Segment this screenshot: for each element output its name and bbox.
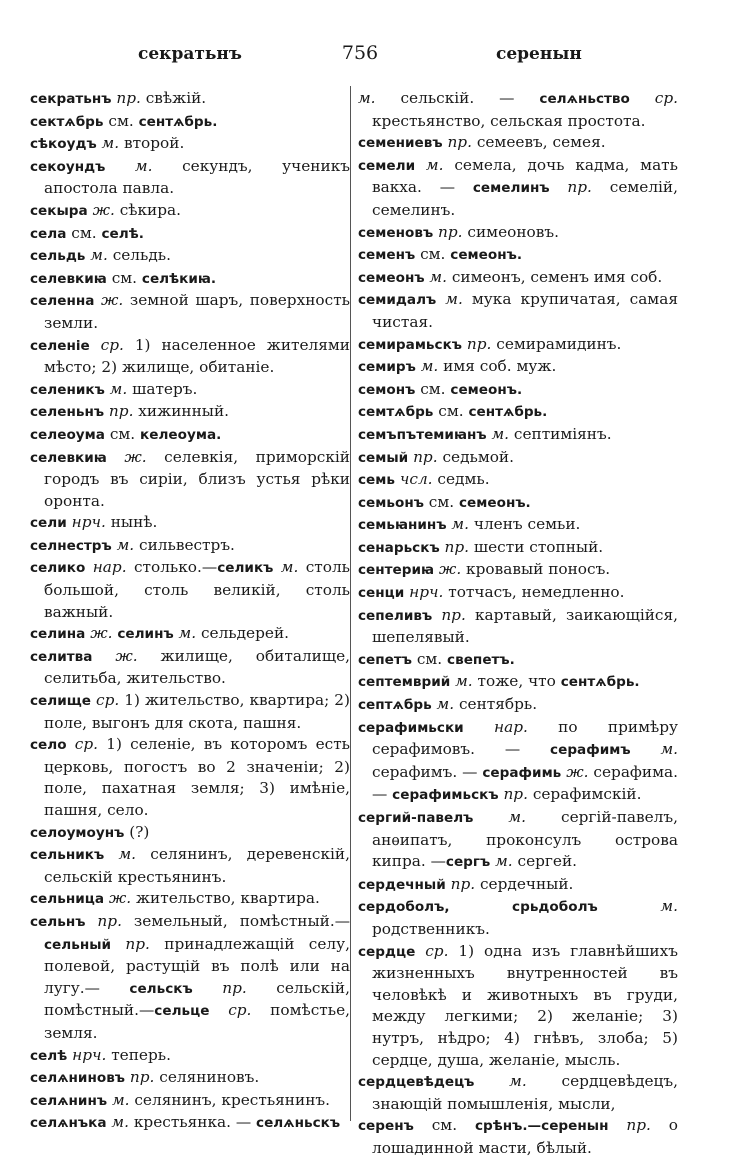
entry-headword: сельнъ [30,913,86,930]
entry-definition: сердечный. [475,874,574,893]
entry-definition: помѣстье, земля. [44,1001,350,1042]
entry-headword: сентѧбрь. [468,404,548,421]
grammar-label: м. [630,740,678,759]
grammar-label: м. [415,357,439,376]
grammar-label: ж. [92,646,138,665]
entry-definition: тоже, что [472,672,561,691]
page-header [30,44,720,74]
entry-headword: селѧнинъ [30,1092,108,1109]
grammar-label: ж. [85,624,118,643]
grammar-label: м. [104,379,128,398]
dictionary-entry [358,155,678,222]
grammar-label: ж. [561,762,589,781]
grammar-label: м. [486,424,510,443]
entry-definition: симеонъ, семенъ имя соб. [446,267,663,286]
dictionary-entry [30,245,350,268]
grammar-label: пр. [442,133,472,152]
entry-headword: селинъ [117,626,174,643]
dictionary-entry [30,512,350,535]
dictionary-entry [30,111,350,134]
entry-definition: см. [104,424,141,443]
left-column [30,88,350,1135]
dictionary-entry [358,941,678,1072]
dictionary-entry [358,401,678,424]
entry-headword: серафимьски [358,719,464,736]
entry-definition: селянинъ, деревенскій, сельскій крестьянинъ. [44,845,350,886]
grammar-label: нар. [463,717,528,736]
entry-headword: серенын [541,1118,609,1135]
dictionary-entry [358,582,678,605]
entry-definition: семеевъ, семея. [471,133,606,152]
entry-definition: серафимскій. [527,785,642,804]
grammar-label: ср. [629,89,678,107]
grammar-label: м. [490,852,513,871]
entry-definition: картавый, заикающійся, шепелявый. [372,605,678,647]
entry-headword: сентѧбрь. [138,113,218,130]
dictionary-entry [30,822,350,845]
dictionary-entry [30,734,350,821]
dictionary-entry [358,649,678,672]
entry-definition: шести стопный. [469,537,604,556]
grammar-label: пр. [408,447,438,466]
grammar-label: м. [597,897,678,916]
grammar-label: пр. [608,1116,651,1135]
grammar-label: м. [474,1072,527,1091]
entry-definition: седмь. [432,470,490,489]
dictionary-entry [358,469,678,492]
entry-definition: 1) жительство, квартира; 2) поле, выгонъ для скота, пашня. [44,691,351,732]
dictionary-entry [30,424,350,447]
entry-headword: село [30,737,67,754]
entry-definition: сельскій, помѣстный.— [44,978,350,1020]
grammar-label: ж. [434,560,462,579]
dictionary-entry [30,1090,350,1113]
entry-headword: сельдь [30,248,86,265]
entry-definition: имя соб. муж. [438,357,557,376]
entry-headword: серафимь [482,764,562,781]
entry-headword: семь [358,472,395,489]
entry-headword: сепетъ [358,651,412,668]
entry-headword: сельный [44,936,112,953]
grammar-label: м. [446,515,469,534]
dictionary-entry [358,559,678,582]
entry-definition: сельскій. — [375,89,540,107]
dictionary-entry [30,133,350,156]
dictionary-entry [358,514,678,537]
right-column [358,88,678,1160]
dictionary-entry [30,1067,350,1090]
entry-headword: селѣ [30,1047,68,1064]
grammar-label: ср. [89,335,124,354]
entry-headword: сенарьскъ [358,539,440,556]
entry-headword: сельце [154,1003,210,1020]
entry-definition: сентябрь. [454,695,538,714]
grammar-label: пр. [85,911,122,930]
grammar-label: м. [85,246,108,265]
entry-definition: секундъ, ученикъ апостола павла. [44,156,350,198]
entry-definition: второй. [119,134,185,153]
entry-headword: сели [30,515,67,532]
entry-definition: сергій-павелъ, анѳипатъ, проконсулъ острова кипра. — [372,808,678,871]
grammar-label: пр. [111,89,141,107]
entry-headword: селеоума [30,426,105,443]
dictionary-entry [30,911,350,1045]
entry-definition: принадлежащій селу, полевой, растущій въ полѣ или на лугу.— [44,934,350,997]
entry-definition: мука крупичатая, самая чистая. [372,290,678,331]
dictionary-entry [30,268,350,291]
entry-headword: сельскъ [129,980,193,997]
entry-definition: земельный, помѣстный.— [121,911,351,930]
dictionary-entry [358,1071,678,1115]
entry-definition: сельдерей. [196,624,290,643]
entry-headword: сердечный [358,876,446,893]
entry-headword: селище [30,693,92,710]
grammar-label: м. [424,267,447,286]
entry-headword: семонъ [358,381,416,398]
grammar-label: нрч. [66,513,106,532]
entry-headword: сентериꙗ [358,562,435,579]
grammar-label: пр. [498,785,528,804]
entry-definition: селяниновъ. [154,1068,260,1087]
entry-headword: семеновъ [358,224,434,241]
entry-headword: селевкиꙗ [30,449,107,466]
dictionary-entry [358,334,678,357]
entry-headword: селенна [30,293,95,310]
dictionary-entry [30,401,350,424]
entry-headword: селѧньскъ [256,1115,341,1132]
entry-definition: сильвестръ. [134,535,235,554]
grammar-label: м. [436,290,463,309]
dictionary-entry [358,807,678,874]
entry-definition: сергей. [512,852,578,871]
grammar-label: м. [96,134,120,153]
dictionary-entry [358,267,678,290]
dictionary-entry [358,222,678,245]
entry-headword: селѧньство [539,91,630,107]
dictionary-entry [358,605,678,649]
entry-headword: срѣнъ.— [474,1118,542,1135]
dictionary-entry [358,671,678,694]
grammar-label: м. [106,1113,129,1132]
dictionary-entry [358,874,678,897]
dictionary-entry [358,379,678,402]
grammar-label: нар. [85,558,127,577]
grammar-label: пр. [111,934,150,953]
entry-headword: селикъ [217,560,274,577]
entry-definition: см. [423,492,459,511]
grammar-label: м. [173,624,197,643]
dictionary-entry [30,557,350,623]
entry-headword: семеонъ. [459,494,531,511]
entry-definition: тотчасъ, немедленно. [443,583,625,602]
dictionary-entry [30,290,350,334]
page-number: 756 [341,42,379,64]
entry-headword: сердце [358,943,416,960]
grammar-label: м. [415,155,444,174]
dictionary-entry [30,379,350,402]
entry-definition: 1) населенное жителями мѣсто; 2) жилище, обитаніе. [44,335,350,377]
dictionary-entry [30,335,350,379]
entry-definition: см. [411,649,448,668]
grammar-label: ж. [106,447,147,466]
dictionary-entry [30,844,350,888]
entry-definition: земной шаръ, поверхность земли. [44,291,350,332]
entry-definition: хижинный. [133,402,230,421]
dictionary-entry [358,132,678,155]
grammar-label: пр. [549,178,592,197]
grammar-label: пр. [445,874,476,893]
entry-definition: серафимъ. — [372,762,483,781]
grammar-label: чсл. [395,470,433,489]
entry-definition: членъ семьи. [468,515,581,534]
entry-headword: сергий-павелъ [358,810,474,826]
entry-definition: см. [66,223,102,242]
entry-definition: столь большой, столь великій, столь важный. [44,558,350,621]
entry-headword: семели [358,157,416,174]
entry-headword: семирамьскъ [358,336,463,353]
entry-headword: селнестръ [30,537,112,554]
dictionary-entry [358,537,678,560]
grammar-label: м. [104,845,137,864]
entry-definition: семела, дочь кадма, мать вакха. — [372,155,678,197]
entry-definition: столько.— [126,558,218,577]
entry-definition: семелій, семелинъ. [372,178,678,219]
entry-definition: селевкія, приморскій городъ въ сиріи, близъ устья рѣки оронта. [44,447,350,510]
dictionary-entry [358,356,678,379]
entry-headword: семиръ [358,359,416,376]
entry-definition: жительство, квартира. [131,889,320,908]
entry-definition: крестьянка. — [128,1113,257,1132]
entry-definition: о лошадинной масти, бѣлый. [372,1116,679,1157]
entry-definition: седьмой. [437,447,514,466]
entry-definition: см. [106,268,142,287]
entry-headword: сергъ [445,854,491,871]
dictionary-entry [30,535,350,558]
grammar-label: пр. [433,222,463,241]
dictionary-entry [30,1112,350,1135]
entry-definition: селянинъ, крестьянинъ. [129,1090,330,1109]
dictionary-entry [30,690,350,734]
grammar-label: ж. [94,291,124,310]
grammar-label: пр. [104,402,134,421]
dictionary-entry [358,717,678,807]
grammar-label: ср. [415,941,449,960]
entry-headword: селина [30,626,86,643]
entry-headword: селевкиꙗ [30,270,107,287]
dictionary-entry [358,88,678,132]
entry-definition: свѣжій. [140,89,207,107]
grammar-label: пр. [192,978,247,997]
entry-headword: селѣкиꙗ. [141,270,217,287]
entry-headword: селеніе [30,337,90,354]
entry-headword: сердоболъ, срьдоболъ [358,899,598,916]
entry-headword: семьꙗнинъ [358,517,447,534]
dictionary-entry [30,88,350,111]
entry-headword: секратьнъ [30,91,112,107]
entry-headword: семеонъ. [450,381,523,398]
entry-definition: жилище, обиталище, селитьба, жительство. [44,646,350,688]
entry-headword: сѣкоудъ [30,136,97,153]
entry-definition: кровавый поносъ. [461,560,611,579]
grammar-label: м. [273,558,299,577]
dictionary-entry [358,447,678,470]
entry-headword: сектѧбрь [30,113,104,130]
entry-headword: селеньнъ [30,404,105,421]
grammar-label: м. [431,695,455,714]
grammar-label: ср. [91,691,120,710]
entry-headword: селѣ. [101,225,144,242]
dictionary-entry [30,888,350,911]
entry-definition: шатеръ. [127,379,198,398]
entry-definition: крестьянство, сельская простота. [372,111,646,130]
entry-definition: 1) одна изъ главнѣйшихъ жизненныхъ внутренностей въ человѣкѣ и животныхъ въ груди, между легкими; 2) желаніе; 3) нутръ, нѣдро; 4) гнѣвъ, злоба; 5) сердце, душа, желаніе, мысль. [372,941,678,1069]
grammar-label: м. [107,1090,130,1109]
entry-definition: родственникъ. [372,919,490,938]
grammar-label: пр. [462,334,492,353]
entry-headword: села [30,225,67,242]
entry-headword: келеоума. [140,426,222,443]
dictionary-entry [358,492,678,515]
entry-headword: свепетъ. [447,651,515,668]
entry-headword: селоумоунъ [30,824,125,841]
entry-headword: сенци [358,585,405,602]
grammar-label: м. [450,672,473,691]
column-divider [350,86,351,1121]
grammar-label: м. [473,808,526,826]
dictionary-entry [30,447,350,513]
dictionary-entry [358,424,678,447]
grammar-label: пр. [439,537,470,556]
grammar-label: пр. [432,605,466,624]
dictionary-entry [30,200,350,223]
entry-headword: селитва [30,648,93,665]
entry-headword: селѧнъка [30,1115,107,1132]
entry-definition: по примѣру серафимовъ. — [372,717,678,759]
grammar-label: нрч. [67,1045,107,1064]
dictionary-entry [358,289,678,333]
dictionary-entry [358,244,678,267]
entry-headword: семеонъ [358,269,425,286]
dictionary-entry [30,646,350,690]
entry-definition: симеоновъ. [462,222,559,241]
entry-headword: сентѧбрь. [560,674,640,691]
entry-headword: семениевъ [358,135,443,152]
dictionary-entry [358,694,678,717]
entry-headword: сердцевѣдецъ [358,1074,475,1091]
entry-headword: серенъ [358,1118,414,1135]
running-headword-right: серенын [496,44,582,64]
entry-headword: семьонъ [358,494,424,511]
entry-headword: сельникъ [30,847,105,864]
grammar-label: ж. [104,889,132,908]
grammar-label: ср. [209,1001,252,1020]
running-headword-left: секратьнъ [138,44,242,64]
entry-definition: теперь. [106,1045,171,1064]
entry-definition: сельдь. [107,246,171,265]
entry-definition: (?) [124,822,150,841]
entry-headword: семый [358,449,409,466]
dictionary-entry [30,223,350,246]
entry-headword: септемврий [358,674,451,691]
dictionary-entry [30,1045,350,1068]
entry-headword: септѧбрь [358,697,432,714]
entry-definition: см. [415,245,451,264]
grammar-label: ж. [87,200,115,219]
entry-headword: семъпътемиꙗнъ [358,426,487,443]
entry-headword: семидалъ [358,292,437,309]
entry-definition: см. [103,111,139,130]
entry-headword: серафимьскъ [392,787,499,804]
entry-definition: септиміянъ. [509,424,612,443]
entry-headword: семенъ [358,247,416,264]
entry-headword: секыра [30,202,88,219]
entry-definition: см. [433,402,469,421]
entry-definition: 1) селеніе, въ которомъ есть церковь, погостъ во 2 значеніи; 2) поле, пахатная земля; 3) имѣніе, пашня, село. [44,735,350,819]
entry-definition: сердцевѣдецъ, знающій помышленія, мысли, [372,1072,678,1113]
entry-definition: серафима. — [372,762,678,804]
grammar-label: пр. [125,1068,155,1087]
entry-headword: селѧниновъ [30,1070,126,1087]
entry-definition: семирамидинъ. [491,334,622,353]
grammar-label: м. [358,89,376,107]
entry-headword: секоундъ [30,158,106,175]
entry-definition: сѣкира. [114,200,182,219]
entry-headword: сельница [30,891,104,908]
grammar-label: ср. [66,735,99,754]
entry-definition: см. [415,379,451,398]
entry-headword: семтѧбрь [358,404,434,421]
entry-definition: нынѣ. [105,513,158,532]
dictionary-entry [30,623,350,646]
entry-headword: селико [30,560,86,577]
grammar-label: нрч. [404,583,444,602]
entry-headword: серафимъ [550,742,631,759]
entry-headword: сепеливъ [358,607,433,624]
dictionary-entry [30,156,350,200]
entry-definition: см. [413,1116,475,1135]
grammar-label: м. [105,156,153,175]
entry-headword: селеникъ [30,381,105,398]
entry-headword: семеонъ. [450,247,523,264]
entry-headword: семелинъ [472,180,550,197]
grammar-label: м. [111,535,135,554]
dictionary-entry [358,896,678,940]
